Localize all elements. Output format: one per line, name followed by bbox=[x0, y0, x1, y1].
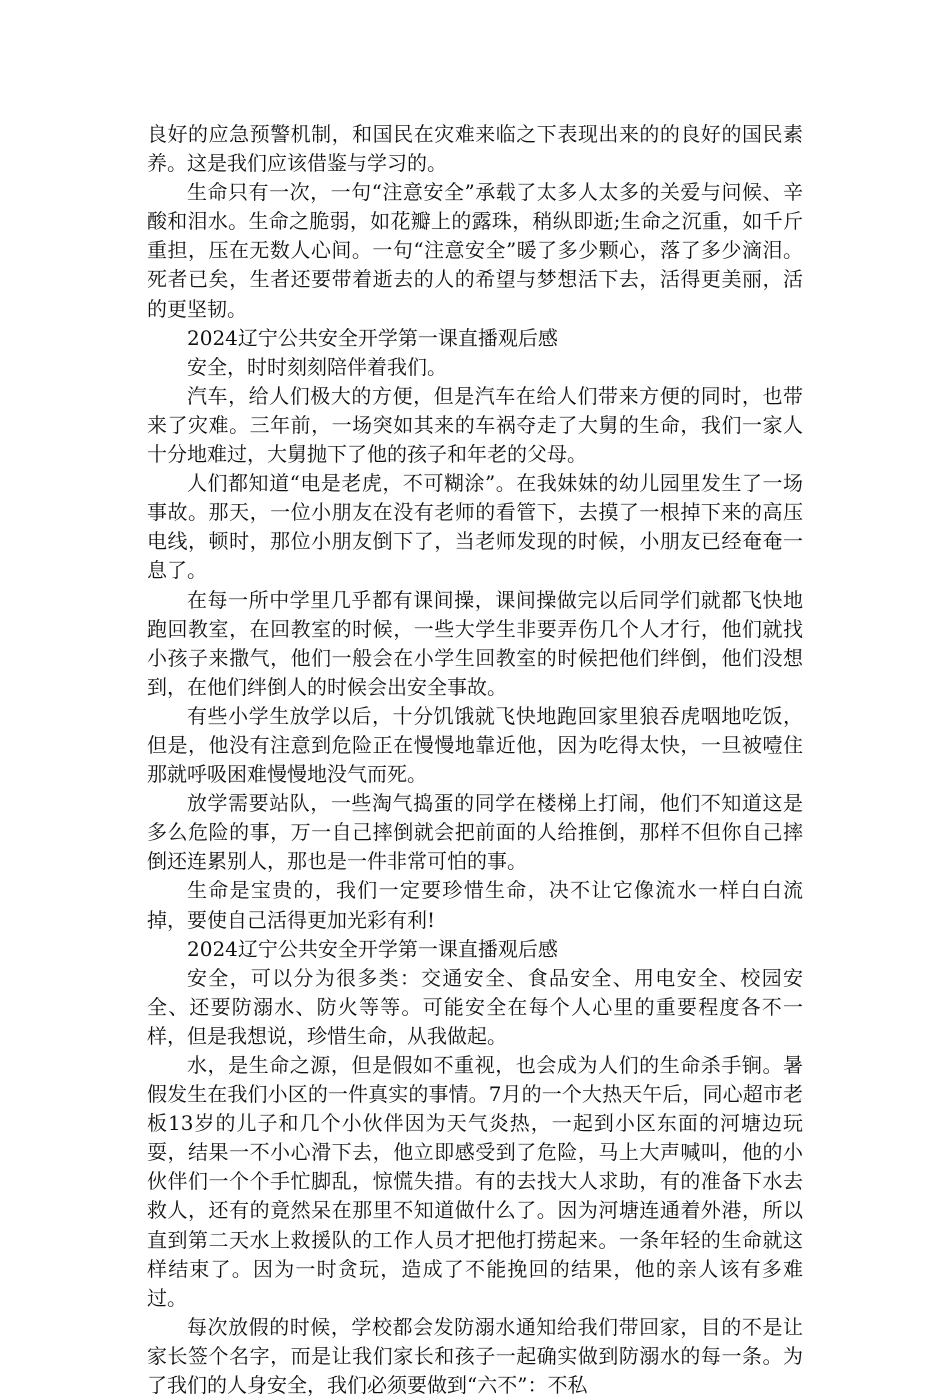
paragraph-break-exercise: 在每一所中学里几乎都有课间操，课间操做完以后同学们就都飞快地跑回教室，在回教室的时候，一些大学生非要弄伤几个人才行，他们就找小孩子来撒气，他们一般会在小学生回教室的时候把他们绊倒，他们没想到，在他们绊倒人的时候会出安全事故。 bbox=[147, 587, 803, 699]
paragraph-drowning-story: 水，是生命之源，但是假如不重视，也会成为人们的生命杀手锏。暑假发生在我们小区的一件真实的事情。7月的一个大热天午后，同心超市老板13岁的儿子和几个小伙伴因为天气炎热，一起到小区东面的河塘边玩耍，结果一不小心滑下去，他立即感受到了危险，马上大声喊叫，他的小伙伴们一个个手忙脚乱，惊慌失措。有的去找大人求助，有的准备下水去救人，还有的竟然呆在那里不知道做什么了。因为河塘连通着外港，所以直到第二天水上救援队的工作人员才把他打捞起来。一条年轻的生命就这样结束了。因为一时贪玩，造成了不能挽回的结果，他的亲人该有多难过。 bbox=[147, 1053, 803, 1310]
essay-title-3: 2024辽宁公共安全开学第一课直播观后感 bbox=[187, 936, 558, 961]
document-page bbox=[147, 120, 803, 1400]
paragraph-car-accident: 汽车，给人们极大的方便，但是汽车在给人们带来方便的同时，也带来了灾难。三年前，一场突如其来的车祸夺走了大舅的生命，我们一家人十分地难过，大舅抛下了他的孩子和年老的父母。 bbox=[147, 383, 803, 467]
paragraph-safety-types: 安全，可以分为很多类：交通安全、食品安全、用电安全、校园安全、还要防溺水、防火等等。可能安全在每个人心里的重要程度各不一样，但是我想说，珍惜生命，从我做起。 bbox=[147, 965, 803, 1048]
paragraph-eating-fast: 有些小学生放学以后，十分饥饿就飞快地跑回家里狼吞虎咽地吃饭，但是，他没有注意到危险正在慢慢地靠近他，因为吃得太快，一旦被噎住那就呼吸困难慢慢地没气而死。 bbox=[147, 703, 803, 787]
paragraph-cherish-life: 生命是宝贵的，我们一定要珍惜生命，决不让它像流水一样白白流掉，要使自己活得更加光彩有利! bbox=[147, 878, 803, 932]
paragraph-life-only-once: 生命只有一次，一句“注意安全”承载了太多人太多的关爱与问候、辛酸和泪水。生命之脆弱，如花瓣上的露珠，稍纵即逝;生命之沉重，如千斤重担，压在无数人心间。一句“注意安全”暖了多少颗心，落了多少滴泪。死者已矣，生者还要带着逝去的人的希望与梦想活下去，活得更美丽，活的更坚韧。 bbox=[147, 180, 803, 321]
paragraph-emergency-warning: 良好的应急预警机制，和国民在灾难来临之下表现出来的的良好的国民素养。这是我们应该借鉴与学习的。 bbox=[147, 122, 803, 176]
essay-title-2: 2024辽宁公共安全开学第一课直播观后感 bbox=[187, 325, 558, 350]
paragraph-stairs: 放学需要站队，一些淘气捣蛋的同学在楼梯上打闹，他们不知道这是多么危险的事，万一自己摔倒就会把前面的人给推倒，那样不但你自己摔倒还连累别人，那也是一件非常可怕的事。 bbox=[147, 791, 803, 874]
paragraph-electricity: 人们都知道“电是老虎，不可糊涂”。在我妹妹的幼儿园里发生了一场事故。那天，一位小朋友在没有老师的看管下，去摸了一根掉下来的高压电线，顿时，那位小朋友倒下了，当老师发现的时候，小朋友已经奄奄一息了。 bbox=[147, 471, 803, 583]
paragraph-safety-accompanies: 安全，时时刻刻陪伴着我们。 bbox=[187, 354, 447, 379]
paragraph-holiday-notice: 每次放假的时候，学校都会发防溺水通知给我们带回家，目的不是让家长签个名字，而是让我们家长和孩子一起确实做到防溺水的每一条。为了我们的人身安全，我们必须要做到“六不”：不私 bbox=[147, 1314, 803, 1398]
